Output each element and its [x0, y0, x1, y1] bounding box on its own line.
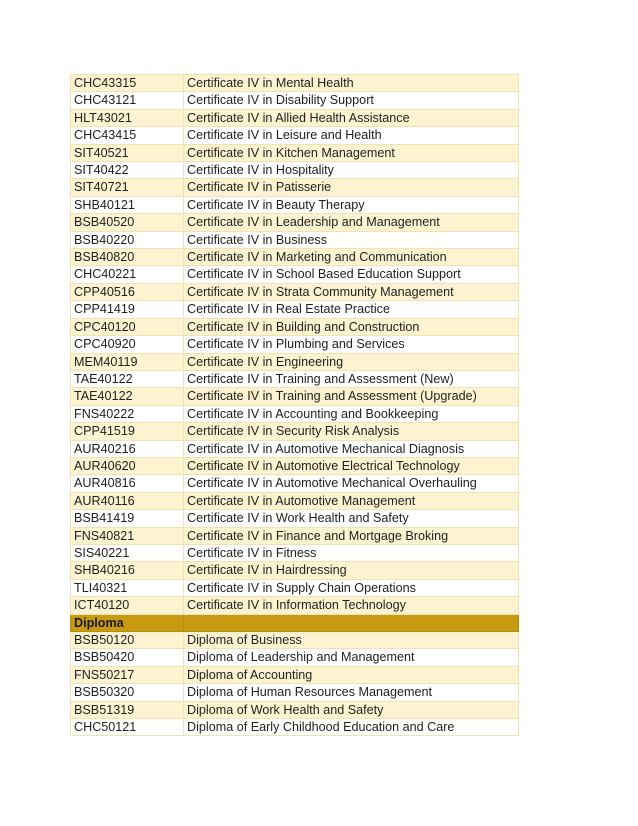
table-row [71, 666, 519, 683]
course-code-cell: CPP41419 [71, 301, 184, 318]
course-title-cell: Certificate IV in Leisure and Health [184, 127, 519, 144]
course-code-cell: AUR40116 [71, 492, 184, 509]
table-row [71, 492, 519, 509]
course-title-cell: Certificate IV in Automotive Mechanical Overhauling [184, 475, 519, 492]
course-title-cell: Certificate IV in Beauty Therapy [184, 196, 519, 213]
table-row [71, 162, 519, 179]
course-title-cell: Certificate IV in Supply Chain Operations [184, 579, 519, 596]
course-title-cell: Certificate IV in Patisserie [184, 179, 519, 196]
table-row [71, 353, 519, 370]
table-row [71, 179, 519, 196]
course-code-cell: HLT43021 [71, 109, 184, 126]
course-title-cell: Certificate IV in Leadership and Management [184, 214, 519, 231]
course-title-cell: Certificate IV in Finance and Mortgage Broking [184, 527, 519, 544]
course-code-cell: SIT40721 [71, 179, 184, 196]
course-title-cell: Certificate IV in Work Health and Safety [184, 510, 519, 527]
course-code-cell: FNS50217 [71, 666, 184, 683]
course-title-cell: Certificate IV in Engineering [184, 353, 519, 370]
table-row [71, 684, 519, 701]
course-title-cell: Certificate IV in Kitchen Management [184, 144, 519, 161]
table-row [71, 249, 519, 266]
course-code-cell: CHC40221 [71, 266, 184, 283]
section-header-row [71, 614, 519, 631]
table-row [71, 457, 519, 474]
table-row [71, 75, 519, 92]
course-code-cell: BSB41419 [71, 510, 184, 527]
course-code-cell: CPC40120 [71, 318, 184, 335]
course-code-cell: FNS40821 [71, 527, 184, 544]
table-row [71, 649, 519, 666]
table-row [71, 388, 519, 405]
course-code-cell: CHC43415 [71, 127, 184, 144]
course-code-cell: CHC43315 [71, 75, 184, 92]
course-code-cell: SHB40216 [71, 562, 184, 579]
course-title-cell: Certificate IV in Mental Health [184, 75, 519, 92]
course-code-cell: SIT40422 [71, 162, 184, 179]
course-title-cell: Diploma of Business [184, 632, 519, 649]
course-title-cell: Certificate IV in Accounting and Bookkeeping [184, 405, 519, 422]
table-row [71, 127, 519, 144]
course-title-cell: Certificate IV in Disability Support [184, 92, 519, 109]
table-row [71, 701, 519, 718]
table-row [71, 562, 519, 579]
course-code-cell: BSB50320 [71, 684, 184, 701]
table-row [71, 370, 519, 387]
table-row [71, 579, 519, 596]
table-row [71, 510, 519, 527]
course-code-cell: TAE40122 [71, 370, 184, 387]
course-title-cell: Certificate IV in Business [184, 231, 519, 248]
section-header-blank [184, 614, 519, 631]
table-row [71, 527, 519, 544]
section-header-label: Diploma [71, 614, 184, 631]
course-title-cell: Certificate IV in Training and Assessment (Upgrade) [184, 388, 519, 405]
table-row [71, 231, 519, 248]
table-row [71, 336, 519, 353]
table-row [71, 301, 519, 318]
table-row [71, 318, 519, 335]
course-code-cell: CHC43121 [71, 92, 184, 109]
course-title-cell: Diploma of Leadership and Management [184, 649, 519, 666]
course-code-cell: BSB51319 [71, 701, 184, 718]
table-row [71, 597, 519, 614]
course-title-cell: Certificate IV in Automotive Management [184, 492, 519, 509]
course-table-body [71, 75, 519, 736]
course-code-cell: BSB50420 [71, 649, 184, 666]
table-row [71, 144, 519, 161]
table-row [71, 405, 519, 422]
table-row [71, 283, 519, 300]
course-code-cell: CPC40920 [71, 336, 184, 353]
course-code-cell: MEM40119 [71, 353, 184, 370]
course-title-cell: Certificate IV in Information Technology [184, 597, 519, 614]
table-row [71, 214, 519, 231]
course-code-cell: TLI40321 [71, 579, 184, 596]
course-title-cell: Certificate IV in Marketing and Communication [184, 249, 519, 266]
course-title-cell: Certificate IV in Fitness [184, 544, 519, 561]
table-row [71, 544, 519, 561]
table-row [71, 109, 519, 126]
table-row [71, 475, 519, 492]
course-code-cell: BSB50120 [71, 632, 184, 649]
course-code-cell: AUR40620 [71, 457, 184, 474]
course-title-cell: Certificate IV in Allied Health Assistance [184, 109, 519, 126]
table-row [71, 423, 519, 440]
course-code-cell: BSB40520 [71, 214, 184, 231]
course-title-cell: Certificate IV in Security Risk Analysis [184, 423, 519, 440]
course-title-cell: Diploma of Early Childhood Education and Care [184, 719, 519, 736]
course-title-cell: Certificate IV in Building and Construction [184, 318, 519, 335]
course-title-cell: Certificate IV in Real Estate Practice [184, 301, 519, 318]
course-title-cell: Certificate IV in Plumbing and Services [184, 336, 519, 353]
course-title-cell: Certificate IV in Strata Community Management [184, 283, 519, 300]
table-row [71, 266, 519, 283]
course-code-cell: BSB40820 [71, 249, 184, 266]
course-code-cell: CPP40516 [71, 283, 184, 300]
course-code-cell: AUR40816 [71, 475, 184, 492]
table-row [71, 719, 519, 736]
course-title-cell: Certificate IV in Hairdressing [184, 562, 519, 579]
course-title-cell: Certificate IV in Automotive Mechanical Diagnosis [184, 440, 519, 457]
table-row [71, 632, 519, 649]
course-code-cell: TAE40122 [71, 388, 184, 405]
course-title-cell: Certificate IV in Automotive Electrical Technology [184, 457, 519, 474]
course-title-cell: Certificate IV in Training and Assessment (New) [184, 370, 519, 387]
table-row [71, 92, 519, 109]
course-code-cell: FNS40222 [71, 405, 184, 422]
course-code-cell: CHC50121 [71, 719, 184, 736]
course-title-cell: Certificate IV in School Based Education Support [184, 266, 519, 283]
course-title-cell: Certificate IV in Hospitality [184, 162, 519, 179]
course-code-cell: SIT40521 [71, 144, 184, 161]
course-code-cell: SIS40221 [71, 544, 184, 561]
course-code-cell: BSB40220 [71, 231, 184, 248]
course-code-cell: SHB40121 [71, 196, 184, 213]
course-title-cell: Diploma of Work Health and Safety [184, 701, 519, 718]
table-row [71, 440, 519, 457]
course-table [70, 74, 519, 736]
table-row [71, 196, 519, 213]
course-code-cell: CPP41519 [71, 423, 184, 440]
course-code-cell: AUR40216 [71, 440, 184, 457]
course-title-cell: Diploma of Human Resources Management [184, 684, 519, 701]
course-title-cell: Diploma of Accounting [184, 666, 519, 683]
course-code-cell: ICT40120 [71, 597, 184, 614]
